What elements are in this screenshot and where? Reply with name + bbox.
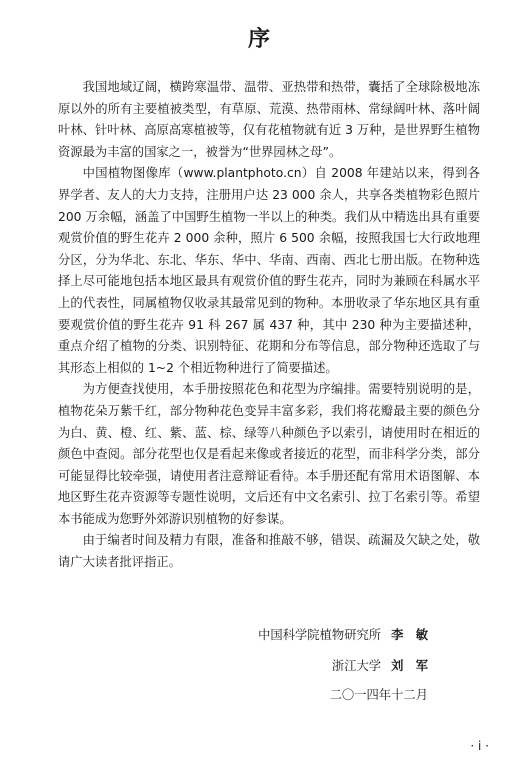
preface-body [58,77,480,574]
author-name: 李 敏 [391,628,428,642]
institution-name: 中国科学院植物研究所 [258,628,382,642]
signature-line-institution [0,625,428,645]
paragraph: 中国植物图像库（www.plantphoto.cn）自 2008 年建站以来，得到各界学者、友人的大力支持，注册用户达 23 000 余人，共享各类植物彩色照片 200 万余幅，涵盖了中国野生植物一半以上的种类。我们从中精选出具有重要观赏价值的野生花卉 2 000 余种，照片 6 500 余幅，按照我国七大行政地理分区，分为华北、东北、华东、华中、华南、西南、西北七册出版。在物种选择上尽可能地包括本地区最具有观赏价值的野生花卉，同时为兼顾在科属水平上的代表性，同属植物仅收录其最常见到的物种。本册收录了华东地区具有重要观赏价值的野生花卉 91 科 267 属 437 种，其中 230 种为主要描述种，重点介绍了植物的分类、识别特征、花期和分布等信息，部分物种还选取了与其形态上相似的 1~2 个相近物种进行了简要描述。 [58,166,480,375]
signature-date: 二〇一四年十二月 [329,688,428,702]
page-title: 序 [247,27,272,52]
paragraph: 由于编者时间及精力有限，准备和推敲不够，错误、疏漏及欠缺之处，敬请广大读者批评指正。 [58,533,480,570]
paragraph: 我国地域辽阔，横跨寒温带、温带、亚热带和热带，囊括了全球除极地冻原以外的所有主要植被类型，有草原、荒漠、热带雨林、常绿阔叶林、落叶阔叶林、针叶林、高原高寒植被等，仅有花植物就有近 3 万种，是世界野生植物资源最为丰富的国家之一，被誉为“世界园林之母”。 [58,80,480,159]
university-name: 浙江大学 [331,659,382,673]
paragraph: 为方便查找使用，本手册按照花色和花型为序编排。需要特别说明的是，植物花朵万紫千红，部分物种花色变异丰富多彩，我们将花瓣最主要的颜色分为白、黄、橙、红、紫、蓝、棕、绿等八种颜色予以索引，请使用时在相近的颜色中查阅。部分花型也仅是看起来像或者接近的花型，而非科学分类，部分可能显得比较牵强，请使用者注意辩证看待。本手册还配有常用术语图解、本地区野生花卉资源等专题性说明，文后还有中文名索引、拉丁名索引等。希望本书能成为您野外郊游识别植物的好参谋。 [58,382,480,526]
page-number: · i · [470,739,489,753]
author-name: 刘 军 [391,659,428,673]
signature-line-university [0,656,428,676]
